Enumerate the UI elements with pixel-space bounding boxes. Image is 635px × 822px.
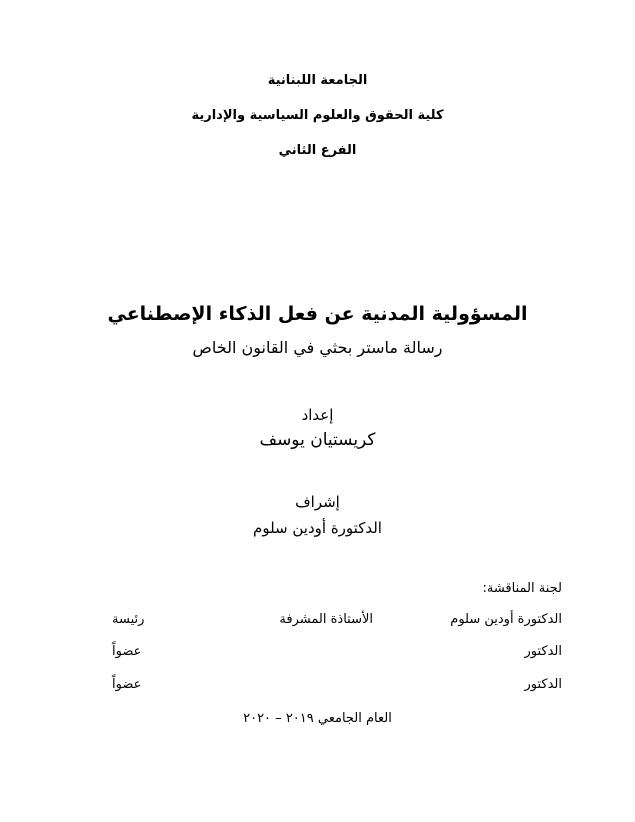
- supervision-label: إشراف: [295, 493, 340, 511]
- committee-member-name: الدكتورة أودين سلوم: [450, 612, 562, 627]
- committee-member-name: الدكتور: [524, 677, 562, 692]
- committee-member-role: عضواً: [112, 644, 142, 659]
- committee-row: [0, 643, 635, 661]
- author-name: كريستيان يوسف: [259, 430, 376, 450]
- committee-member-role: عضواً: [112, 677, 142, 692]
- committee-member-name: الدكتور: [524, 644, 562, 659]
- faculty-name: كلية الحقوق والعلوم السياسية والإدارية: [191, 108, 444, 123]
- branch-name: الفرع الثاني: [278, 143, 357, 158]
- supervisor-name: الدكتورة أودين سلوم: [253, 519, 382, 537]
- academic-year: العام الجامعي ٢٠١٩ – ٢٠٢٠: [243, 711, 392, 726]
- thesis-title: المسؤولية المدنية عن فعل الذكاء الإصطناعي: [107, 303, 528, 325]
- committee-row: [0, 676, 635, 694]
- preparation-label: إعداد: [301, 406, 334, 424]
- committee-member-role: رئيسة: [112, 612, 145, 627]
- committee-member-title: الأستاذة المشرفة: [279, 612, 373, 627]
- university-name: الجامعة اللبنانية: [267, 73, 368, 88]
- committee-heading: لجنة المناقشة:: [482, 581, 562, 596]
- thesis-subtitle: رسالة ماستر بحثي في القانون الخاص: [192, 338, 443, 357]
- committee-row: [0, 611, 635, 629]
